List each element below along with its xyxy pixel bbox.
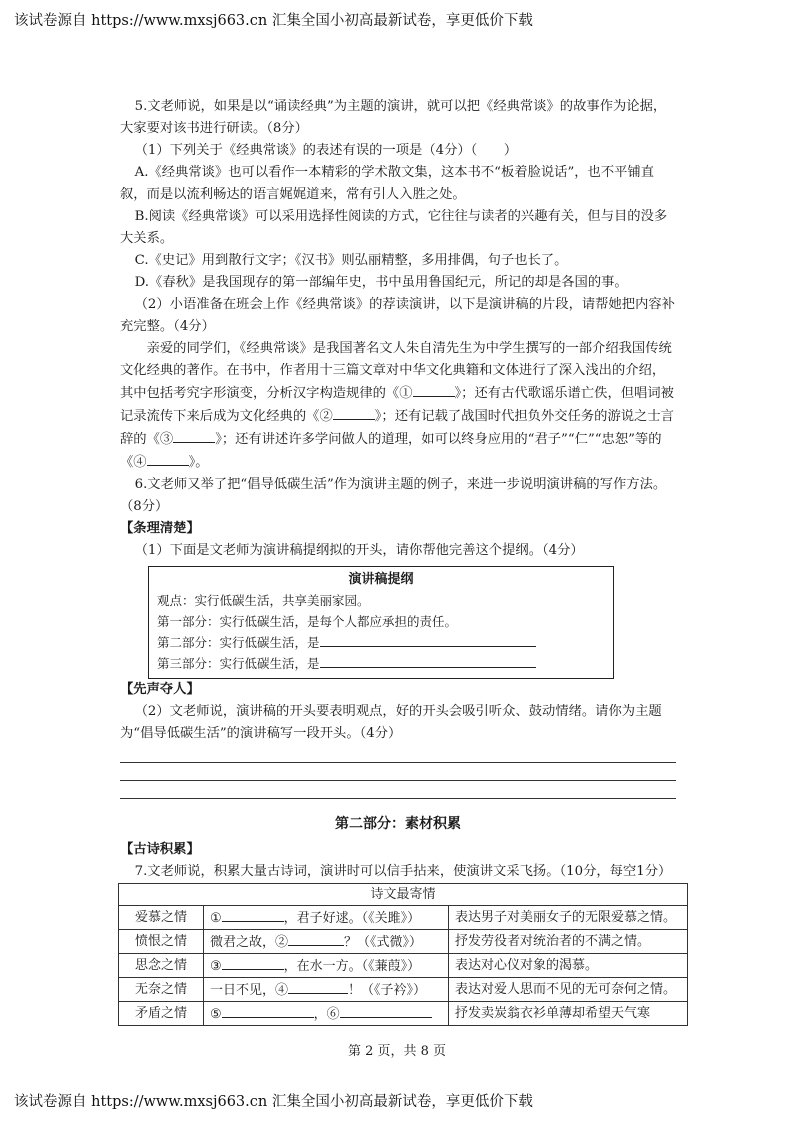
outline-part-3 xyxy=(157,653,605,674)
emotion-cell: 愤恨之情 xyxy=(119,930,204,954)
blank-1[interactable] xyxy=(413,382,455,397)
emotion-cell: 爱慕之情 xyxy=(119,906,204,930)
speech-text-a: 亲爱的同学们，《经典常谈》是我国著名文人朱自清先生为中学生撰写的一部介绍我国传统文化经典的著作。在书中，作者用十三篇文章对中华文化典籍和文体进行了深入浅出的介绍，其中包括考究字形演变，分析汉字构造规律的《① xyxy=(120,341,672,401)
emotion-cell: 无奈之情 xyxy=(119,978,204,1002)
q5-option-c: C.《史记》用到散行文字；《汉书》则弘丽精整，多用排偶，句子也长了。 xyxy=(134,253,568,268)
table-row xyxy=(119,1002,688,1026)
poem-prefix: ③ xyxy=(210,959,222,974)
outline-part-1: 第一部分：实行低碳生活，是每个人都应承担的责任。 xyxy=(157,614,458,629)
poem-cell xyxy=(204,1002,449,1026)
table-title: 诗文最寄情 xyxy=(119,884,688,906)
section-heading-poetry: 【古诗积累】 xyxy=(120,842,200,857)
q6-sub2: （2）文老师说，演讲稿的开头要表明观点，好的开头会吸引听众、鼓动情绪。请你为主题为“倡导低碳生活”的演讲稿写一段开头。（4分） xyxy=(120,704,662,741)
emotion-cell: 矛盾之情 xyxy=(119,1002,204,1026)
description-cell: 表达对爱人思而不见的无可奈何之情。 xyxy=(449,978,688,1002)
outline-title: 演讲稿提纲 xyxy=(348,572,414,587)
blank-3[interactable] xyxy=(173,428,215,443)
answer-line-3[interactable] xyxy=(120,781,676,799)
q5-option-d: D.《春秋》是我国现存的第一部编年史，书中虽用鲁国纪元，所记的却是各国的事。 xyxy=(134,275,628,290)
poem-suffix: ，在水一方。（《蒹葭》） xyxy=(283,959,421,974)
poem-prefix: ⑤ xyxy=(210,1007,222,1022)
poem-blank-2[interactable] xyxy=(288,931,344,946)
speech-text-d: 》；还有讲述许多学问做人的道理，如可以终身应用的“君子”“仁”“忠恕”等的《④ xyxy=(120,432,662,470)
poem-suffix: ？（《式微》） xyxy=(344,935,423,950)
answer-line-2[interactable] xyxy=(120,763,676,781)
source-banner-bottom: 该试卷源自 https://www.mxsj663.cn 汇集全国小初高最新试卷，享更低价下载 xyxy=(14,1094,533,1110)
outline-part-2-text: 第二部分：实行低碳生活，是 xyxy=(157,635,320,650)
poem-cell xyxy=(204,930,449,954)
poem-cell xyxy=(204,978,449,1002)
table-row xyxy=(119,906,688,930)
table-row xyxy=(119,954,688,978)
exam-page xyxy=(120,96,676,1026)
speech-text-e: 》。 xyxy=(188,455,209,470)
q5-option-b: B.阅读《经典常谈》可以采用选择性阅读的方式，它往往与读者的兴趣有关，但与目的没多大关系。 xyxy=(120,209,668,246)
outline-viewpoint: 观点：实行低碳生活，共享美丽家园。 xyxy=(157,593,370,608)
answer-line-1[interactable] xyxy=(120,745,676,763)
section-heading-opening: 【先声夺人】 xyxy=(120,682,200,697)
source-banner-top: 该试卷源自 https://www.mxsj663.cn 汇集全国小初高最新试卷，享更低价下载 xyxy=(14,13,533,29)
q7-stem: 7.文老师说，积累大量古诗词，演讲时可以信手拈来，使演讲文采飞扬。（10分，每空1分） xyxy=(134,864,672,879)
poem-prefix: ① xyxy=(210,911,222,926)
description-cell: 抒发劳役者对统治者的不满之情。 xyxy=(449,930,688,954)
outline-part-3-text: 第三部分：实行低碳生活，是 xyxy=(157,656,320,671)
poem-blank-4[interactable] xyxy=(288,979,348,994)
q5-sub1: （1）下列关于《经典常谈》的表述有误的一项是（4分）（ ） xyxy=(134,143,518,158)
poem-blank-6[interactable] xyxy=(340,1003,432,1018)
table-row xyxy=(119,930,688,954)
poem-blank-1[interactable] xyxy=(222,907,284,922)
speech-text-c: 》；还有记载了战国时代担负外交任务的游说之士言辞的《③ xyxy=(120,409,674,447)
emotion-cell: 思念之情 xyxy=(119,954,204,978)
outline-blank-2[interactable] xyxy=(320,632,536,647)
description-cell: 抒发卖炭翁衣衫单薄却希望天气寒 xyxy=(449,1002,688,1026)
q5-sub2: （2）小语准备在班会上作《经典常谈》的荐读演讲，以下是演讲稿的片段，请帮她把内容补充完整。（4分） xyxy=(120,297,675,334)
poem-suffix: ，君子好逑。（《关雎》） xyxy=(283,911,421,926)
speech-fragment xyxy=(120,338,676,474)
outline-part-2 xyxy=(157,632,605,653)
page-number: 第 2 页，共 8 页 xyxy=(347,1044,447,1059)
poetry-table xyxy=(118,883,688,1026)
outline-blank-3[interactable] xyxy=(320,653,536,668)
section-heading-organized: 【条理清楚】 xyxy=(120,521,200,536)
poem-prefix: 一日不见，④ xyxy=(210,983,289,998)
q6-sub1: （1）下面是文老师为演讲稿提纲拟的开头，请你帮他完善这个提纲。（4分） xyxy=(134,543,584,558)
q5-option-a: A.《经典常谈》也可以看作一本精彩的学术散文集，这本书不“板着脸说话”，也不平铺直叙，而是以流利畅达的语言娓娓道来，常有引人入胜之处。 xyxy=(120,165,655,202)
blank-4[interactable] xyxy=(147,451,189,466)
part-2-title: 第二部分：素材积累 xyxy=(335,816,461,832)
poem-suffix: ！（《子衿》） xyxy=(348,983,427,998)
table-row xyxy=(119,978,688,1002)
description-cell: 表达男子对美丽女子的无限爱慕之情。 xyxy=(449,906,688,930)
poem-blank-5[interactable] xyxy=(222,1003,314,1018)
q5-stem: 5.文老师说，如果是以“诵读经典”为主题的演讲，就可以把《经典常谈》的故事作为论据，大家要对该书进行研读。（8分） xyxy=(120,99,667,136)
q6-stem: 6.文老师又举了把“倡导低碳生活”作为演讲主题的例子，来进一步说明演讲稿的写作方法。（8分） xyxy=(120,477,667,514)
blank-2[interactable] xyxy=(333,405,375,420)
poem-suffix: ，⑥ xyxy=(313,1007,340,1022)
poem-blank-3[interactable] xyxy=(222,955,284,970)
description-cell: 表达对心仪对象的渴慕。 xyxy=(449,954,688,978)
speech-text-b: 》；还有古代歌谣乐谱亡佚，但唱词被记录流传下来后成为文化经典的《② xyxy=(120,386,674,424)
table-header-row xyxy=(119,884,688,906)
poem-cell xyxy=(204,906,449,930)
poem-cell xyxy=(204,954,449,978)
speech-outline-box xyxy=(148,566,614,679)
poem-prefix: 微君之故，② xyxy=(210,935,289,950)
